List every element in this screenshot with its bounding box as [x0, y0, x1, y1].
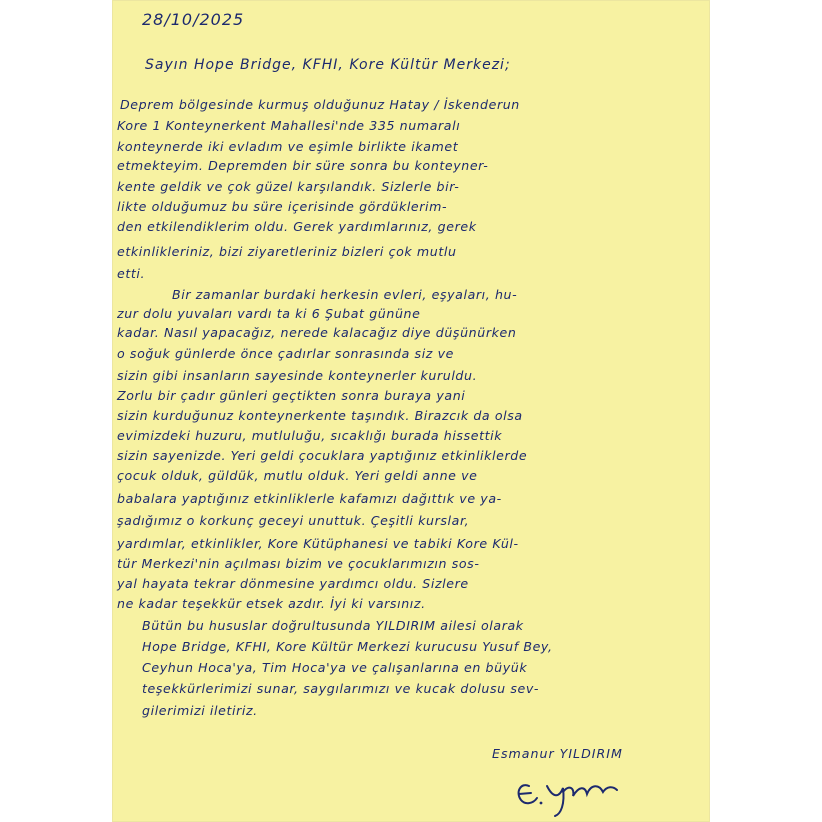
- letter-line: teşekkürlerimizi sunar, saygılarımızı ve kucak dolusu sev-: [142, 681, 540, 696]
- letter-line: o soğuk günlerde önce çadırlar sonrasında siz ve: [117, 346, 455, 361]
- letter-line: Zorlu bir çadır günleri geçtikten sonra buraya yani: [117, 388, 466, 403]
- letter-line: Hope Bridge, KFHI, Kore Kültür Merkezi kurucusu Yusuf Bey,: [142, 639, 553, 654]
- signer-name: Esmanur YILDIRIM: [492, 746, 623, 761]
- letter-line: zur dolu yuvaları vardı ta ki 6 Şubat gününe: [117, 306, 421, 321]
- letter-line: sizin gibi insanların sayesinde konteynerler kuruldu.: [117, 368, 478, 383]
- letter-line: çocuk olduk, güldük, mutlu olduk. Yeri geldi anne ve: [117, 468, 478, 483]
- letter-line: evimizdeki huzuru, mutluluğu, sıcaklığı burada hissettik: [117, 428, 503, 443]
- letter-line: den etkilendiklerim oldu. Gerek yardımlarınız, gerek: [117, 219, 477, 234]
- letter-line: konteynerde iki evladım ve eşimle birlikte ikamet: [117, 139, 459, 154]
- letter-line: sizin kurduğunuz konteynerkente taşındık. Birazcık da olsa: [117, 408, 523, 423]
- letter-date: 28/10/2025: [142, 10, 245, 29]
- letter-line: tür Merkezi'nin açılması bizim ve çocuklarımızın sos-: [117, 556, 480, 571]
- letter-line: etti.: [117, 266, 146, 281]
- letter-line: sizin sayenizde. Yeri geldi çocuklara yaptığınız etkinliklerde: [117, 448, 528, 463]
- letter-line: likte olduğumuz bu süre içerisinde gördüklerim-: [117, 199, 448, 214]
- letter-line: yal hayata tekrar dönmesine yardımcı oldu. Sizlere: [117, 576, 469, 591]
- letter-paper: [112, 0, 710, 822]
- letter-line: Bir zamanlar burdaki herkesin evleri, eşyaları, hu-: [172, 287, 518, 302]
- letter-line: şadığımız o korkunç geceyi unuttuk. Çeşitli kurslar,: [117, 513, 470, 528]
- letter-line: kente geldik ve çok güzel karşılandık. Sizlerle bir-: [117, 179, 460, 194]
- letter-greeting: Sayın Hope Bridge, KFHI, Kore Kültür Merkezi;: [145, 57, 511, 73]
- handwritten-signature: [511, 768, 631, 818]
- letter-line: gilerimizi iletiriz.: [142, 703, 258, 718]
- letter-line: babalara yaptığınız etkinliklerle kafamızı dağıttık ve ya-: [117, 491, 502, 506]
- letter-line: ne kadar teşekkür etsek azdır. İyi ki varsınız.: [117, 596, 426, 611]
- letter-line: Ceyhun Hoca'ya, Tim Hoca'ya ve çalışanlarına en büyük: [142, 660, 528, 675]
- letter-line: Bütün bu hususlar doğrultusunda YILDIRIM ailesi olarak: [142, 618, 524, 633]
- letter-line: etkinlikleriniz, bizi ziyaretleriniz bizleri çok mutlu: [117, 244, 457, 259]
- letter-line: kadar. Nasıl yapacağız, nerede kalacağız diye düşünürken: [117, 325, 517, 340]
- letter-line: etmekteyim. Depremden bir süre sonra bu konteyner-: [117, 158, 489, 173]
- letter-line: Deprem bölgesinde kurmuş olduğunuz Hatay / İskenderun: [120, 97, 520, 112]
- letter-line: Kore 1 Konteynerkent Mahallesi'nde 335 numaralı: [117, 118, 461, 133]
- letter-line: yardımlar, etkinlikler, Kore Kütüphanesi ve tabiki Kore Kül-: [117, 536, 519, 551]
